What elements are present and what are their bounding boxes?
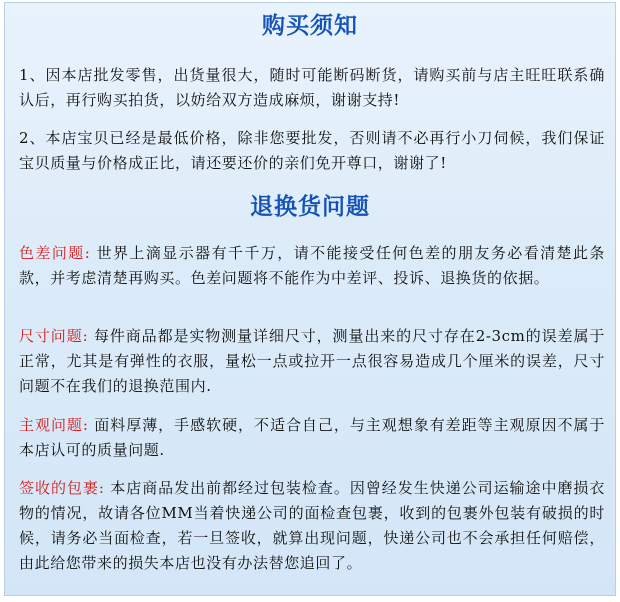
purchase-notice-title: 购买须知 [262,13,358,39]
size-text: 每件商品都是实物测量详细尺寸，测量出来的尺寸存在2-3cm的误差属于正常，尤其是有弹性的衣服，量松一点或拉开一点很容易造成几个厘米的误差，尺寸问题不在我们的退换范围内. [19,327,606,395]
subjective-text: 面料厚薄，手感软硬，不适合自己，与主观想象有差距等主观原因不属于本店认可的质量问题. [19,416,606,459]
subjective-label: 主观问题: [19,416,89,434]
color-difference-section [19,241,605,291]
returns-title: 退换货问题 [250,194,370,220]
package-receipt-text: 本店商品发出前都经过包装检查。因曾经发生快递公司运输途中磨损衣物的情况，故请各位MM当着快递公司的面检查包裹，收到的包裹外包装有破损的时候，请务必当面检查，若一旦签收，就算出现问题，快递公司也不会承担任何赔偿，由此给您带来的损失本店也没有办法替您追回了。 [19,479,606,572]
package-receipt-section [19,476,605,576]
notice-item-2: 2、本店宝贝已经是最低价格，除非您要批发，否则请不必再行小刀伺候，我们保证宝贝质量与价格成正比，请还要还价的亲们免开尊口，谢谢了! [19,129,605,172]
color-difference-text: 世界上滴显示器有千千万，请不能接受任何色差的朋友务必看清楚此条款，并考虑清楚再购买。色差问题将不能作为中差评、投诉、退换货的依据。 [19,244,605,287]
package-receipt-label: 签收的包裹: [19,479,105,497]
notice-panel [4,2,616,596]
size-label: 尺寸问题: [19,327,89,345]
notice-item-1: 1、因本店批发零售，出货量很大，随时可能断码断货，请购买前与店主旺旺联系确认后，再行购买拍货，以妨给双方造成麻烦，谢谢支持! [19,66,605,109]
color-difference-label: 色差问题: [19,244,91,262]
size-section [19,324,605,399]
subjective-section [19,413,605,463]
